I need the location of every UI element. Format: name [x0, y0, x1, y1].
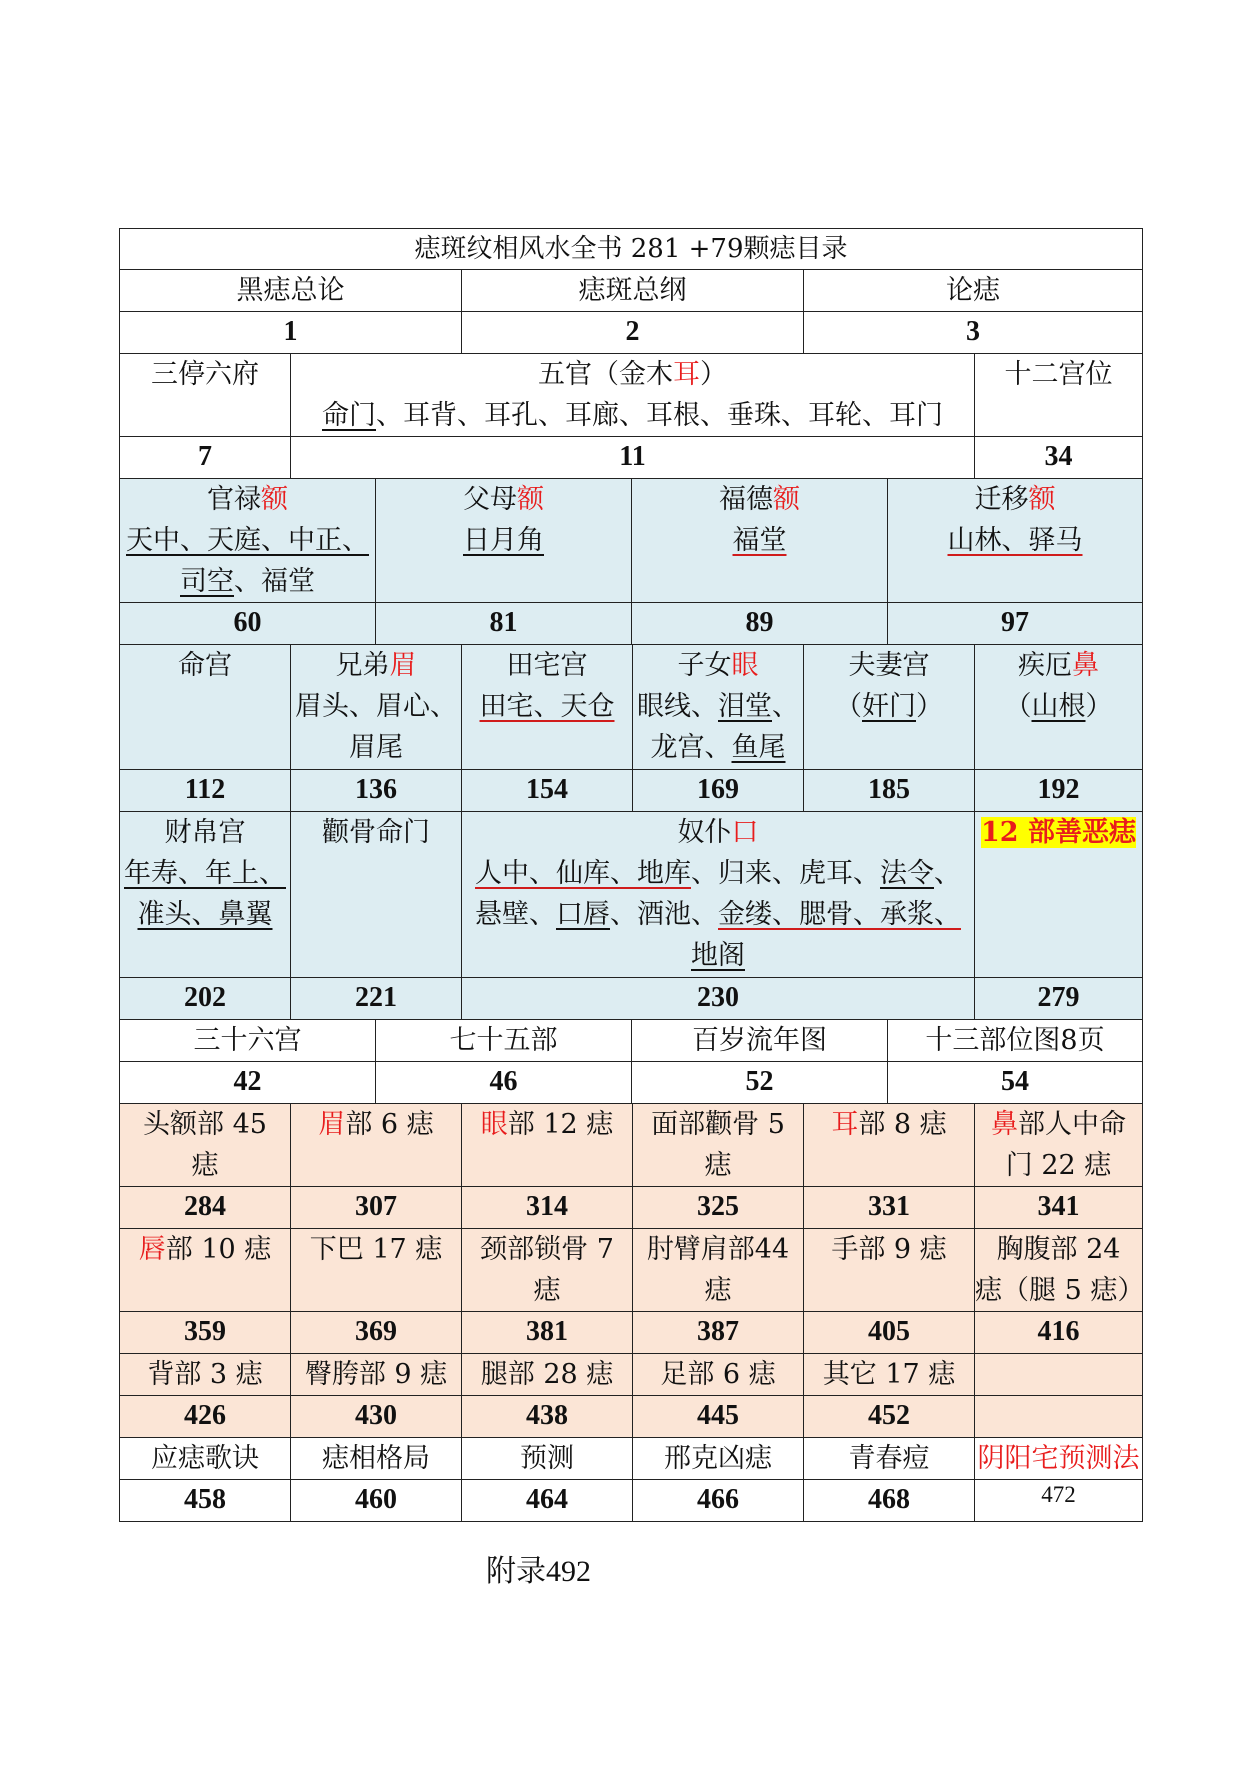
section-row — [119, 1354, 1143, 1396]
page-row — [119, 1187, 1143, 1229]
section-row — [119, 479, 1143, 603]
page-number: 2 — [462, 312, 804, 353]
page-number: 169 — [633, 770, 804, 811]
section-cell: 胸腹部 24 痣（腿 5 痣） — [975, 1234, 1145, 1306]
section-cell: 疾厄鼻 （山根） — [1004, 650, 1113, 722]
section-cell: 命宫 — [120, 645, 291, 769]
page-number: 438 — [462, 1396, 633, 1437]
section-cell: 阴阳宅预测法 — [977, 1443, 1140, 1474]
section-row — [119, 812, 1143, 978]
page-number: 452 — [804, 1396, 975, 1437]
section-cell: 面部颧骨 5 痣 — [633, 1104, 804, 1186]
page-number: 221 — [291, 978, 462, 1019]
section-cell: 唇部 10 痣 — [120, 1229, 291, 1311]
section-row — [119, 1229, 1143, 1312]
page-number: 202 — [120, 978, 291, 1019]
page-number: 185 — [804, 770, 975, 811]
section-cell: 颈部锁骨 7 痣 — [462, 1229, 633, 1311]
section-cell: 眼部 12 痣 — [462, 1104, 633, 1186]
appendix-label: 附录492 — [486, 1555, 591, 1588]
page-number: 331 — [804, 1187, 975, 1228]
section-cell: 田宅宫 田宅、天仓 — [462, 645, 633, 769]
section-cell: 耳部 8 痣 — [804, 1104, 975, 1186]
highlight-label: 12 部善恶痣 — [981, 817, 1136, 848]
page-number: 460 — [291, 1480, 462, 1521]
toc-title: 痣斑纹相风水全书 281 +79颗痣目录 — [414, 234, 848, 264]
page-number: 136 — [291, 770, 462, 811]
page-number: 112 — [120, 770, 291, 811]
section-cell: 痣相格局 — [291, 1438, 462, 1479]
page-number — [975, 1396, 1142, 1437]
section-cell: 其它 17 痣 — [804, 1354, 975, 1395]
page-number: 307 — [291, 1187, 462, 1228]
page-number: 381 — [462, 1312, 633, 1353]
section-cell: 下巴 17 痣 — [291, 1229, 462, 1311]
page-row — [119, 312, 1143, 354]
section-cell: 财帛宫 年寿、年上、 准头、鼻翼 — [120, 812, 291, 977]
page-row — [119, 1396, 1143, 1438]
page-number: 314 — [462, 1187, 633, 1228]
section-row — [119, 645, 1143, 770]
section-row — [119, 354, 1143, 437]
page-row — [119, 978, 1143, 1020]
page-number: 445 — [633, 1396, 804, 1437]
section-cell: 十三部位图8页 — [925, 1025, 1105, 1056]
section-cell: 兄弟眉 眉头、眉心、 眉尾 — [291, 645, 462, 769]
page-number: 54 — [1001, 1066, 1029, 1097]
section-row — [119, 1104, 1143, 1187]
page-number: 464 — [462, 1480, 633, 1521]
section-cell: 鼻部人中命 门 22 痣 — [991, 1109, 1126, 1181]
page-row — [119, 603, 1143, 645]
page-number: 426 — [120, 1396, 291, 1437]
section-cell: 臀胯部 9 痣 — [291, 1354, 462, 1395]
section-cell: 父母额 日月角 — [376, 479, 632, 602]
section-cell: 应痣歌诀 — [120, 1438, 291, 1479]
section-cell: 眉部 6 痣 — [291, 1104, 462, 1186]
section-row — [119, 1438, 1143, 1480]
section-cell: 夫妻宫 （奸门） — [804, 645, 975, 769]
toc-table — [119, 228, 1143, 1522]
section-cell: 肘臂肩部44 痣 — [633, 1229, 804, 1311]
page-number: 3 — [966, 316, 980, 347]
page-number: 369 — [291, 1312, 462, 1353]
page-row — [119, 437, 1143, 479]
section-cell: 十二宫位 — [1004, 359, 1113, 390]
page-number: 341 — [1037, 1191, 1080, 1222]
page-number: 154 — [462, 770, 633, 811]
title-row — [119, 228, 1143, 270]
page-number: 192 — [1037, 774, 1080, 805]
page-number: 416 — [1037, 1316, 1080, 1347]
page-number: 472 — [1041, 1482, 1076, 1507]
section-row — [119, 270, 1143, 312]
page-number: 230 — [462, 978, 975, 1019]
section-cell: 三十六宫 — [120, 1020, 376, 1061]
page-number: 89 — [632, 603, 888, 644]
page-number: 387 — [633, 1312, 804, 1353]
page-number: 468 — [804, 1480, 975, 1521]
section-cell: 痣斑总纲 — [462, 270, 804, 311]
page-row — [119, 1062, 1143, 1104]
section-cell: 邢克凶痣 — [633, 1438, 804, 1479]
page-number: 81 — [376, 603, 632, 644]
section-cell: 足部 6 痣 — [633, 1354, 804, 1395]
section-cell: 迁移额 山林、驿马 — [947, 484, 1083, 556]
page-number: 279 — [1037, 982, 1080, 1013]
section-row — [119, 1020, 1143, 1062]
section-cell — [975, 1354, 1142, 1395]
section-cell: 黑痣总论 — [120, 270, 462, 311]
page-number: 458 — [120, 1480, 291, 1521]
section-cell: 三停六府 — [120, 354, 291, 436]
page-row — [119, 770, 1143, 812]
section-cell: 福德额 福堂 — [632, 479, 888, 602]
page-number: 11 — [291, 437, 975, 478]
page-number: 1 — [120, 312, 462, 353]
page-number: 60 — [120, 603, 376, 644]
page-number: 97 — [1001, 607, 1029, 638]
page-number: 42 — [120, 1062, 376, 1103]
page-number: 34 — [1044, 441, 1073, 472]
section-cell: 颧骨命门 — [291, 812, 462, 977]
section-cell: 官禄额 天中、天庭、中正、 司空、福堂 — [120, 479, 376, 602]
section-cell: 手部 9 痣 — [804, 1229, 975, 1311]
page-number: 405 — [804, 1312, 975, 1353]
page-number: 284 — [120, 1187, 291, 1228]
page-number: 46 — [376, 1062, 632, 1103]
page-number: 52 — [632, 1062, 888, 1103]
section-cell: 子女眼 眼线、泪堂、 龙宫、鱼尾 — [633, 645, 804, 769]
section-cell: 七十五部 — [376, 1020, 632, 1061]
section-cell — [975, 812, 1142, 977]
section-cell: 五官（金木耳） 命门、耳背、耳孔、耳廊、耳根、垂珠、耳轮、耳门 — [291, 354, 975, 436]
section-cell: 腿部 28 痣 — [462, 1354, 633, 1395]
page-row — [119, 1312, 1143, 1354]
section-cell: 奴仆口 人中、仙库、地库、归来、虎耳、法令、 悬壁、口唇、酒池、金缕、腮骨、承浆、 地阁 — [462, 812, 975, 977]
section-cell: 青春痘 — [804, 1438, 975, 1479]
page-number: 325 — [633, 1187, 804, 1228]
section-cell: 论痣 — [946, 275, 1000, 306]
page-row — [119, 1480, 1143, 1522]
section-cell: 头额部 45 痣 — [120, 1104, 291, 1186]
section-cell: 预测 — [462, 1438, 633, 1479]
section-cell: 百岁流年图 — [632, 1020, 888, 1061]
page-number: 359 — [120, 1312, 291, 1353]
page-number: 430 — [291, 1396, 462, 1437]
section-cell: 背部 3 痣 — [120, 1354, 291, 1395]
page-number: 7 — [120, 437, 291, 478]
page-number: 466 — [633, 1480, 804, 1521]
